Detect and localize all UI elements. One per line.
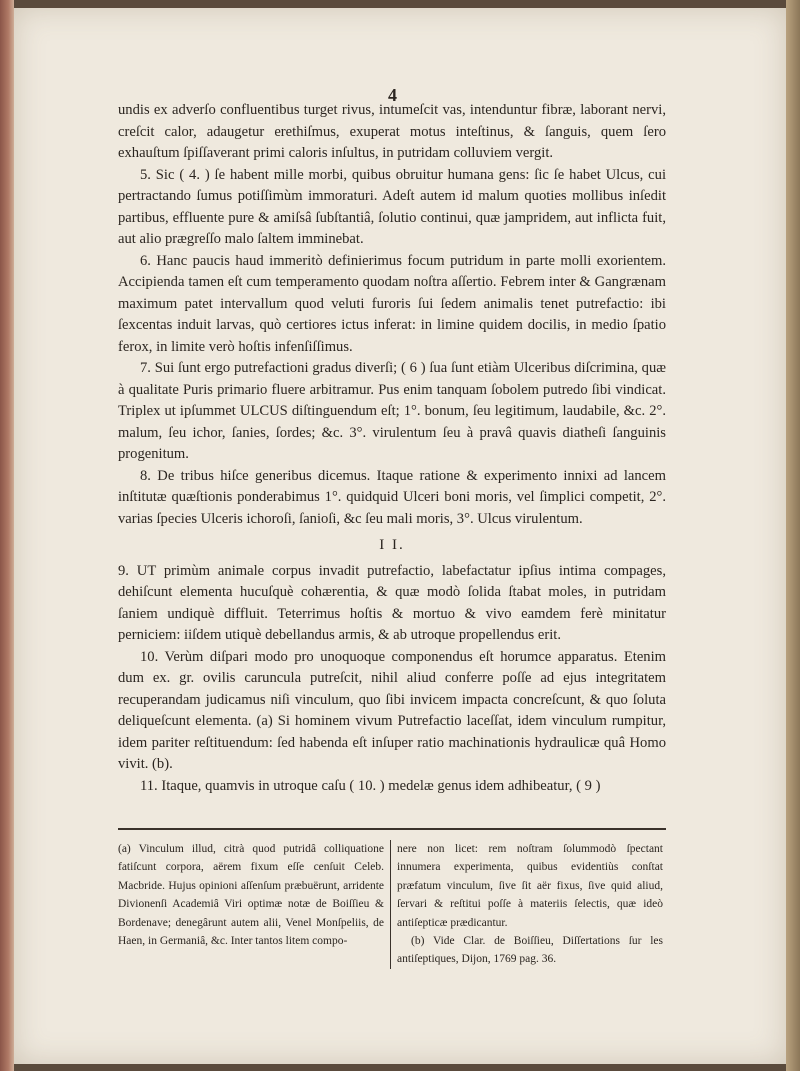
footnotes xyxy=(118,840,666,969)
footnote-b: (b) Vide Clar. de Boiſſieu, Diſſertations ſur les antiſeptiques, Dijon, 1769 pag. 36. xyxy=(397,935,663,966)
footnote-column-right xyxy=(397,840,663,969)
footnote-a: (a) Vinculum illud, citrà quod putridâ colliquatione fatiſcunt corpora, aërem fixum eſſe cenſuit Celeb. Macbride. Hujus opinioni aſſenſum præbuërunt, arridente Divionenſi Academiâ Viri optimæ notæ de Boiſſieu & Bordenave; denegârunt autem alii, Venel Monſpeliis, de Haen, in Germaniâ, &c. Inter tantos litem compo- xyxy=(118,843,384,948)
section-heading: I I. xyxy=(379,537,405,553)
footnote-column-left xyxy=(118,840,384,969)
page-number: 4 xyxy=(388,85,397,105)
paragraph-5: 5. Sic ( 4. ) ſe habent mille morbi, quibus obruitur humana gens: ſic ſe habet Ulcus, cui pertractando ſumus potiſſimùm immoraturi. Adeſt autem id malum quoties mollibus inſedit partibus, effluente pure & amiſsâ ſubſtantiâ, ſolutio continui, quæ jampridem, aut inflicta fuit, aut alio prægreſſo malo ſaltem imminebat. xyxy=(118,166,666,247)
footnote-a-continued: nere non licet: rem noſtram ſolummodò ſpectant innumera experimenta, quibus evidentiùs conſtat præfatum vinculum, ſive ſit aër fixus, ſive quid aliud, ſervari & reſtitui poſſe à materiis ſelectis, quæ ideò antiſepticæ prædicantur. xyxy=(397,843,663,929)
book-spine xyxy=(0,0,14,1071)
paragraph-7: 7. Sui ſunt ergo putrefactioni gradus diverſi; ( 6 ) ſua ſunt etiàm Ulceribus diſcrimina, quæ à qualitate Puris primario fluere arbitramur. Pus enim tanquam ſobolem putredo ſibi vindicat. Triplex ut ipſummet ULCUS diſtinguendum eſt; 1°. bonum, ſeu legitimum, laudabile, &c. 2°. malum, ſeu ichor, ſanies, ſordes; &c. 3°. virulentum ſeu à pravâ quavis diatheſi ſanguinis progenitum. xyxy=(118,360,666,462)
paragraph-11: 11. Itaque, quamvis in utroque caſu ( 10. ) medelæ genus idem adhibeatur, ( 9 ) xyxy=(140,777,601,794)
body-text xyxy=(118,100,666,797)
paragraph-8: 8. De tribus hiſce generibus dicemus. Itaque ratione & experimento innixi ad lancem inſtitutæ quæſtionis ponderabimus 1°. quidquid Ulceri boni moris, vel ſimplici competit, 2°. varias ſpecies Ulceris ichoroſi, ſanioſi, &c ſeu mali moris, 3°. Ulcus virulentum. xyxy=(118,467,666,527)
paragraph-9: 9. UT primùm animale corpus invadit putrefactio, labefactatur ipſius intima compages, dehiſcunt elementa hucuſquè cohærentia, & quæ modò ſolida ſtabat moles, in putridam ſaniem undiquè diffluit. Teterrimus hoſtis & mortuo & vivo eamdem ferè minitatur perniciem: iiſdem utiquè debellandus armis, & ab utroque propellendus erit. xyxy=(118,562,666,643)
column-divider xyxy=(390,840,391,969)
paragraph-continuation: undis ex adverſo confluentibus turget rivus, intumeſcit vas, intenduntur fibræ, laborant nervi, creſcit calor, adaugetur erethiſmus, exuperat motus inteſtinus, & ſanguis, quem ſero exhauſtum ſpiſſaverant primi caloris inſultus, in putridam colluviem vergit. xyxy=(118,102,666,161)
paragraph-10: 10. Verùm diſpari modo pro unoquoque componendus eſt horumce apparatus. Etenim dum ex. gr. ovilis caruncula putreſcit, nihil aliud conferre poſſe ad ejus integritatem recuperandam judicamus niſi vinculum, quo ſibi invicem impacta concreſcunt, & quo ſoluta deliqueſcunt elementa. (a) Si hominem vivum Putrefactio laceſſat, idem vinculum rumpitur, idem pariter reſtituendum: ſed habenda eſt inſuper ratio machinationis hydraulicæ quâ Homo vivit. (b). xyxy=(118,648,666,772)
paragraph-6: 6. Hanc paucis haud immeritò definierimus focum putridum in parte molli exorientem. Accipienda tamen eſt cum temperamento quodam noſtra aſſertio. Febrem inter & Gangrænam maximum patet intervallum quod veluti furoris ſui ſedem animalis tenet putrefactio: ibi ſexcentas induit larvas, quò certiores ictus inferat: in limine quidem docilis, in medio ſpatio ferox, in limite verò hoſtis infenſiſſimus. xyxy=(118,252,666,355)
page-edge xyxy=(786,0,800,1071)
footnote-rule xyxy=(118,828,666,830)
